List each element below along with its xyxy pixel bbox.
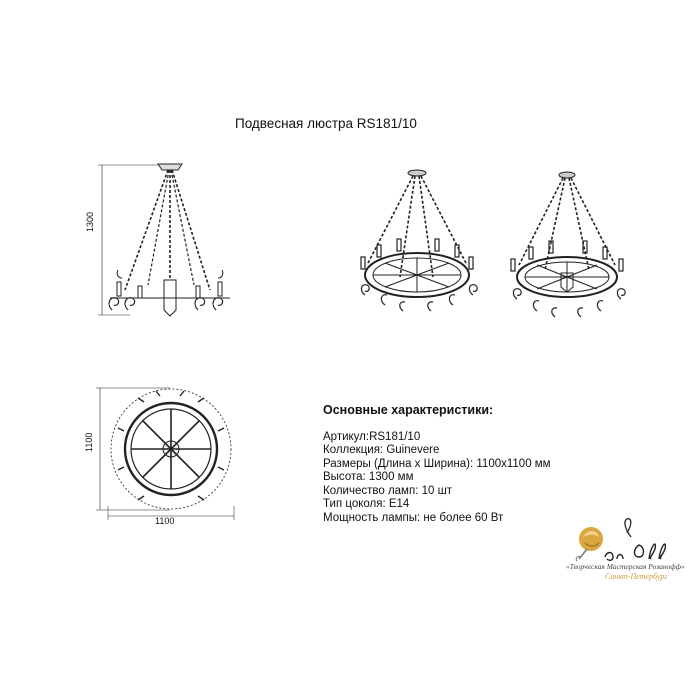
perspective-view-1 xyxy=(355,165,485,330)
page-title: Подвесная люстра RS181/10 xyxy=(235,116,417,131)
spec-lamps: Количество ламп: 10 шт xyxy=(323,484,453,497)
depth-dimension-label: 1100 xyxy=(84,432,94,452)
logo-city: Санкт-Петербург xyxy=(605,572,668,581)
spec-height: Высота: 1300 мм xyxy=(323,471,414,483)
spec-article: Артикул:RS181/10 xyxy=(323,430,421,443)
width-dimension-label: 1100 xyxy=(155,516,175,526)
spec-power: Мощность лампы: не более 60 Вт xyxy=(323,511,504,524)
top-view-drawing xyxy=(88,378,248,526)
height-dimension-label: 1300 xyxy=(85,211,95,232)
front-elevation-drawing xyxy=(90,160,260,325)
specifications-block xyxy=(323,404,551,525)
specifications-heading: Основные характеристики: xyxy=(323,403,494,417)
spec-size: Размеры (Длина х Ширина): 1100х1100 мм xyxy=(323,457,551,470)
perspective-view-2 xyxy=(505,165,635,335)
logo-company-name: «Творческая Мастерская Розанофф» xyxy=(566,562,685,571)
spec-socket: Тип цоколя: E14 xyxy=(323,498,410,510)
spec-collection: Коллекция: Guinevere xyxy=(323,444,440,456)
